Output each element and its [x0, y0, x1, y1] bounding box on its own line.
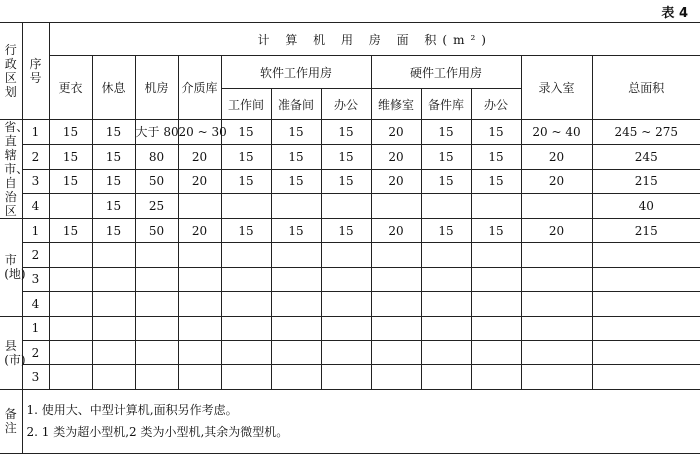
area-cell: [271, 292, 321, 316]
area-cell: 245 ~ 275: [592, 120, 700, 145]
table-row: [0, 292, 700, 316]
area-cell: 15: [92, 144, 135, 169]
area-cell: 215: [592, 169, 700, 194]
area-cell: 20: [371, 169, 421, 194]
area-cell: 215: [592, 219, 700, 243]
area-cell: 15: [92, 219, 135, 243]
area-cell: [271, 316, 321, 340]
area-cell: [471, 292, 521, 316]
area-cell: [521, 243, 592, 267]
seq-cell: 1: [22, 316, 49, 340]
area-cell: [421, 243, 471, 267]
work-room-header: 工作间: [221, 89, 271, 120]
area-cell: [271, 365, 321, 389]
table-row: [0, 144, 700, 169]
area-cell: 80: [135, 144, 178, 169]
area-cell: [49, 243, 92, 267]
area-cell: 20 ~ 30: [178, 120, 221, 145]
computer-room-area-table: [0, 22, 700, 454]
area-cell: 15: [471, 169, 521, 194]
area-cell: 20: [371, 144, 421, 169]
area-cell: [371, 292, 421, 316]
area-cell: [371, 316, 421, 340]
area-cell: [521, 194, 592, 219]
area-cell: 15: [321, 144, 371, 169]
area-cell: [178, 243, 221, 267]
area-cell: 20: [521, 169, 592, 194]
area-cell: [521, 316, 592, 340]
area-cell: [271, 194, 321, 219]
notes-content: [22, 389, 700, 453]
area-cell: [49, 316, 92, 340]
area-cell: [92, 316, 135, 340]
area-cell: 40: [592, 194, 700, 219]
area-cell: 20: [521, 144, 592, 169]
area-cell: 20: [178, 144, 221, 169]
area-cell: [92, 267, 135, 291]
seq-cell: 3: [22, 365, 49, 389]
notes-label: 备注: [0, 389, 22, 453]
area-cell: [49, 340, 92, 364]
area-cell: [221, 340, 271, 364]
area-cell: [221, 365, 271, 389]
area-cell: [221, 194, 271, 219]
area-cell: 15: [221, 169, 271, 194]
area-cell: [178, 194, 221, 219]
table-row: [0, 316, 700, 340]
software-rooms-header: 软件工作用房: [221, 56, 371, 89]
area-cell: [471, 194, 521, 219]
area-cell: 15: [471, 144, 521, 169]
area-cell: 15: [271, 120, 321, 145]
area-cell: [471, 267, 521, 291]
area-cell: [135, 365, 178, 389]
seq-cell: 2: [22, 340, 49, 364]
media-library-header: 介质库: [178, 56, 221, 120]
area-cell: [178, 292, 221, 316]
area-cell: [471, 316, 521, 340]
area-cell: [521, 267, 592, 291]
total-area-header: 总面积: [592, 56, 700, 120]
area-cell: 20: [521, 219, 592, 243]
changing-room-header: 更衣: [49, 56, 92, 120]
seq-cell: 1: [22, 120, 49, 145]
area-cell: [49, 194, 92, 219]
table-row: [0, 340, 700, 364]
area-cell: [421, 194, 471, 219]
area-cell: [321, 243, 371, 267]
region-name-cell: 省、直辖市、自治区: [0, 120, 22, 219]
area-cell: 15: [421, 169, 471, 194]
area-cell: [271, 340, 321, 364]
machine-room-header: 机房: [135, 56, 178, 120]
area-cell: 15: [221, 219, 271, 243]
area-cell: [221, 292, 271, 316]
area-cell: 15: [49, 169, 92, 194]
table-title: 计 算 机 用 房 面 积(m²): [49, 23, 700, 56]
region-name-cell: 市(地): [0, 219, 22, 317]
area-cell: 15: [321, 219, 371, 243]
area-cell: 15: [471, 120, 521, 145]
area-cell: [521, 365, 592, 389]
table-row: [0, 194, 700, 219]
area-cell: [221, 267, 271, 291]
table-row: [0, 365, 700, 389]
area-cell: 15: [49, 219, 92, 243]
area-cell: [592, 365, 700, 389]
area-cell: 15: [471, 219, 521, 243]
area-cell: [178, 316, 221, 340]
area-cell: 25: [135, 194, 178, 219]
table-row: [0, 219, 700, 243]
area-cell: [178, 267, 221, 291]
area-cell: [321, 194, 371, 219]
area-cell: 大于 80: [135, 120, 178, 145]
area-cell: 15: [92, 120, 135, 145]
seq-cell: 2: [22, 144, 49, 169]
area-cell: 20 ~ 40: [521, 120, 592, 145]
table-row: [0, 267, 700, 291]
area-cell: [371, 194, 421, 219]
area-cell: 15: [49, 144, 92, 169]
area-cell: 15: [221, 144, 271, 169]
area-cell: [321, 340, 371, 364]
area-cell: [271, 243, 321, 267]
seq-cell: 1: [22, 219, 49, 243]
table-row: [0, 243, 700, 267]
seq-cell: 3: [22, 169, 49, 194]
seq-header: 序号: [22, 23, 49, 120]
area-cell: 15: [421, 219, 471, 243]
area-cell: [135, 340, 178, 364]
area-cell: [521, 340, 592, 364]
area-cell: [321, 365, 371, 389]
entry-room-header: 录入室: [521, 56, 592, 120]
area-cell: [321, 267, 371, 291]
area-cell: 15: [271, 144, 321, 169]
note-line: 1. 使用大、中型计算机,面积另作考虑。: [26, 403, 238, 418]
area-cell: [49, 365, 92, 389]
area-cell: [371, 243, 421, 267]
area-cell: [421, 267, 471, 291]
area-cell: 15: [92, 169, 135, 194]
area-cell: 15: [421, 144, 471, 169]
area-cell: [92, 243, 135, 267]
area-cell: [371, 267, 421, 291]
area-cell: 15: [321, 169, 371, 194]
area-cell: 15: [271, 219, 321, 243]
seq-cell: 4: [22, 194, 49, 219]
area-cell: [421, 340, 471, 364]
area-cell: [592, 243, 700, 267]
area-cell: 20: [178, 219, 221, 243]
area-cell: [92, 365, 135, 389]
region-name-cell: 县(市): [0, 316, 22, 389]
area-cell: [135, 316, 178, 340]
region-header: 行政区划: [0, 23, 22, 120]
area-cell: 15: [49, 120, 92, 145]
area-cell: 15: [421, 120, 471, 145]
area-cell: [49, 292, 92, 316]
repair-room-header: 维修室: [371, 89, 421, 120]
area-cell: [592, 292, 700, 316]
area-cell: 15: [221, 120, 271, 145]
area-cell: 20: [371, 219, 421, 243]
seq-cell: 3: [22, 267, 49, 291]
parts-store-header: 备件库: [421, 89, 471, 120]
hardware-office-header: 办公: [471, 89, 521, 120]
area-cell: 15: [92, 194, 135, 219]
area-cell: [221, 243, 271, 267]
notes-row: [0, 389, 700, 453]
table-row: [0, 120, 700, 145]
prep-room-header: 准备间: [271, 89, 321, 120]
note-line: 2. 1 类为超小型机,2 类为小型机,其余为微型机。: [26, 425, 289, 440]
rest-room-header: 休息: [92, 56, 135, 120]
area-cell: [421, 316, 471, 340]
table-row: [0, 169, 700, 194]
area-cell: 20: [371, 120, 421, 145]
seq-cell: 2: [22, 243, 49, 267]
area-cell: [371, 340, 421, 364]
area-cell: [135, 243, 178, 267]
area-cell: [178, 340, 221, 364]
area-cell: [521, 292, 592, 316]
area-cell: [321, 316, 371, 340]
area-cell: [135, 267, 178, 291]
area-cell: 50: [135, 169, 178, 194]
seq-cell: 4: [22, 292, 49, 316]
area-cell: [92, 292, 135, 316]
area-cell: [271, 267, 321, 291]
area-cell: [471, 365, 521, 389]
area-cell: [471, 243, 521, 267]
area-cell: [421, 365, 471, 389]
area-cell: 50: [135, 219, 178, 243]
software-office-header: 办公: [321, 89, 371, 120]
area-cell: [592, 316, 700, 340]
area-cell: 245: [592, 144, 700, 169]
area-cell: 15: [321, 120, 371, 145]
area-cell: [592, 267, 700, 291]
area-cell: 15: [271, 169, 321, 194]
area-cell: [135, 292, 178, 316]
area-cell: [421, 292, 471, 316]
area-cell: 20: [178, 169, 221, 194]
area-cell: [49, 267, 92, 291]
area-cell: [321, 292, 371, 316]
area-cell: [221, 316, 271, 340]
area-cell: [178, 365, 221, 389]
area-cell: [471, 340, 521, 364]
table-number-label: 表 4: [661, 6, 688, 21]
area-cell: [371, 365, 421, 389]
area-cell: [592, 340, 700, 364]
hardware-rooms-header: 硬件工作用房: [371, 56, 521, 89]
area-cell: [92, 340, 135, 364]
